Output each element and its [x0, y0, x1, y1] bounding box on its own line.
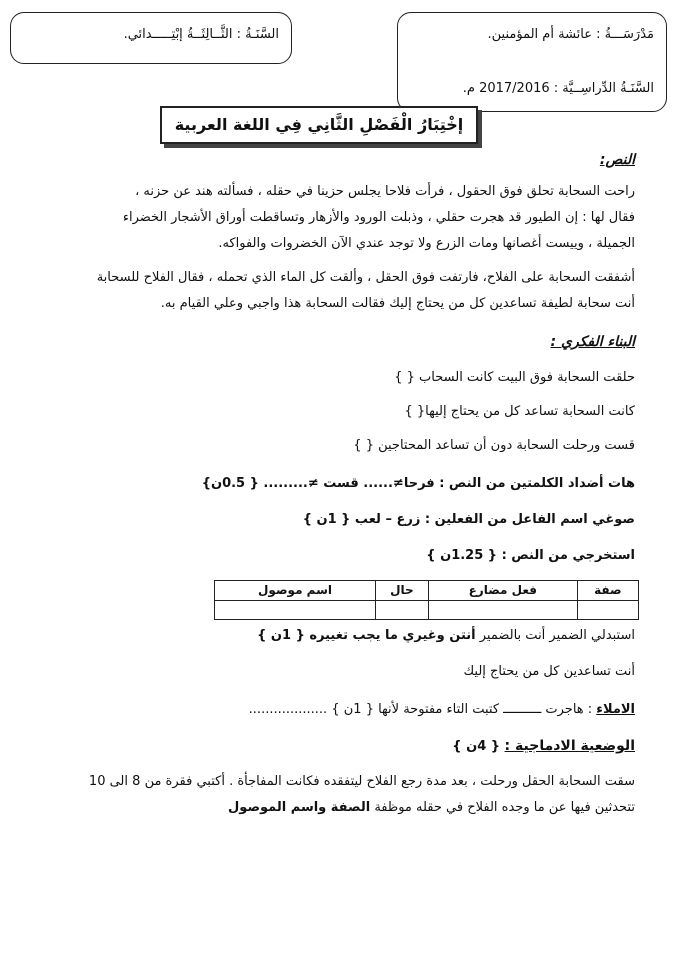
integration-line-2-start: تتحدثين فيها عن ما وجده الفلاح في حقله موظفة [370, 800, 635, 815]
comprehension-item-1: حلقت السحابة فوق البيت كانت السحاب { } [394, 370, 635, 385]
table-cell [428, 600, 577, 620]
grade-level: السَّنَـةُ : الثَّــالِثَــةُ إبْتِـــــدائي. [123, 27, 279, 42]
text-heading: النص: [599, 152, 635, 168]
dictation-text: : هاجرت ــــــــــ كتبت التاء مفتوحة لأنها { 1ن } ................... [248, 702, 597, 717]
pronoun-question-start: استبدلي الضمير أنت بالضمير [475, 628, 635, 643]
text-line-4: أشفقت السحابة على الفلاح، فارتفت فوق الحقل ، وألقت كل الماء الذي تحمله ، فقال الفلاح للسحابة [96, 270, 635, 285]
pronoun-target: أنتن [449, 628, 476, 643]
exam-title: إخْتِبَارُ الْفَصْلِ الثَّانِي فِي اللغة العربية [160, 106, 478, 144]
table-header-adjective: صفة [577, 581, 638, 601]
table-header-circumstantial: حال [376, 581, 429, 601]
table-header-present-verb: فعل مضارع [428, 581, 577, 601]
comprehension-item-2: كانت السحابة تساعد كل من يحتاج إليها{ } [404, 404, 635, 419]
integration-line-2-bold: الصفة واسم الموصول [228, 800, 371, 815]
extract-question: استخرجي من النص : { 1.25ن } [426, 548, 635, 563]
text-line-2: فقال لها : إن الطيور قد هجرت حقلي ، وذبلت الورود والأزهار وتساقطت أوراق الأشجار الخضراء [122, 210, 635, 225]
table-cell [376, 600, 429, 620]
text-line-1: راحت السحابة تحلق فوق الحقول ، فرأت فلاحا يجلس حزينا في حقله ، فسألته هند عن حزنه ، [135, 184, 635, 199]
dictation-question [32, 702, 635, 717]
dictation-label: الاملاء [596, 702, 635, 717]
table-header-relative-noun: اسم موصول [215, 581, 376, 601]
table-cell [577, 600, 638, 620]
pronoun-question [32, 628, 635, 643]
text-line-5: أنت سحابة لطيفة تساعدين كل من يحتاج إليك فقالت السحابة هذا واجبي وعلي القيام به. [160, 296, 635, 311]
grade-info-box [10, 12, 292, 64]
integration-heading-line [32, 738, 635, 754]
agent-noun-question: صوغي اسم الفاعل من الفعلين : زرع – لعب { 1ن } [302, 512, 635, 527]
pronoun-sentence: أنت تساعدين كل من يحتاج إليك [463, 664, 635, 679]
school-year: السَّنَـةُ الدِّراسِــيَّة : 2017/2016 م. [462, 81, 654, 96]
integration-points: { 4ن } [452, 739, 505, 754]
school-info-box [397, 12, 667, 112]
school-name: مَدْرَسَـــةُ : عائشة أم المؤمنين. [487, 27, 654, 42]
integration-line-1: سقت السحابة الحقل ورحلت ، بعد مدة رجع الفلاح ليتفقده فكانت المفاجأة . أكتبي فقرة من 8 الى 10 [88, 774, 635, 789]
integration-line-2 [32, 800, 635, 815]
table-cell [215, 600, 376, 620]
text-line-3: الجميلة ، وييست أغصانها ومات الزرع ولا توجد عندي الآن الخضروات والفواكه. [218, 236, 635, 251]
integration-heading: الوضعية الادماجية : [504, 738, 635, 754]
antonyms-question: هات أضداد الكلمتين من النص : فرحا≠...... قست ≠......... { 0.5ن} [201, 476, 635, 491]
pronoun-question-end: وغيري ما يجب تغييره { 1ن } [257, 628, 450, 643]
comprehension-heading: البناء الفكري : [550, 334, 635, 350]
extract-table [214, 580, 639, 620]
comprehension-item-3: قست ورحلت السحابة دون أن تساعد المحتاجين { } [353, 438, 635, 453]
